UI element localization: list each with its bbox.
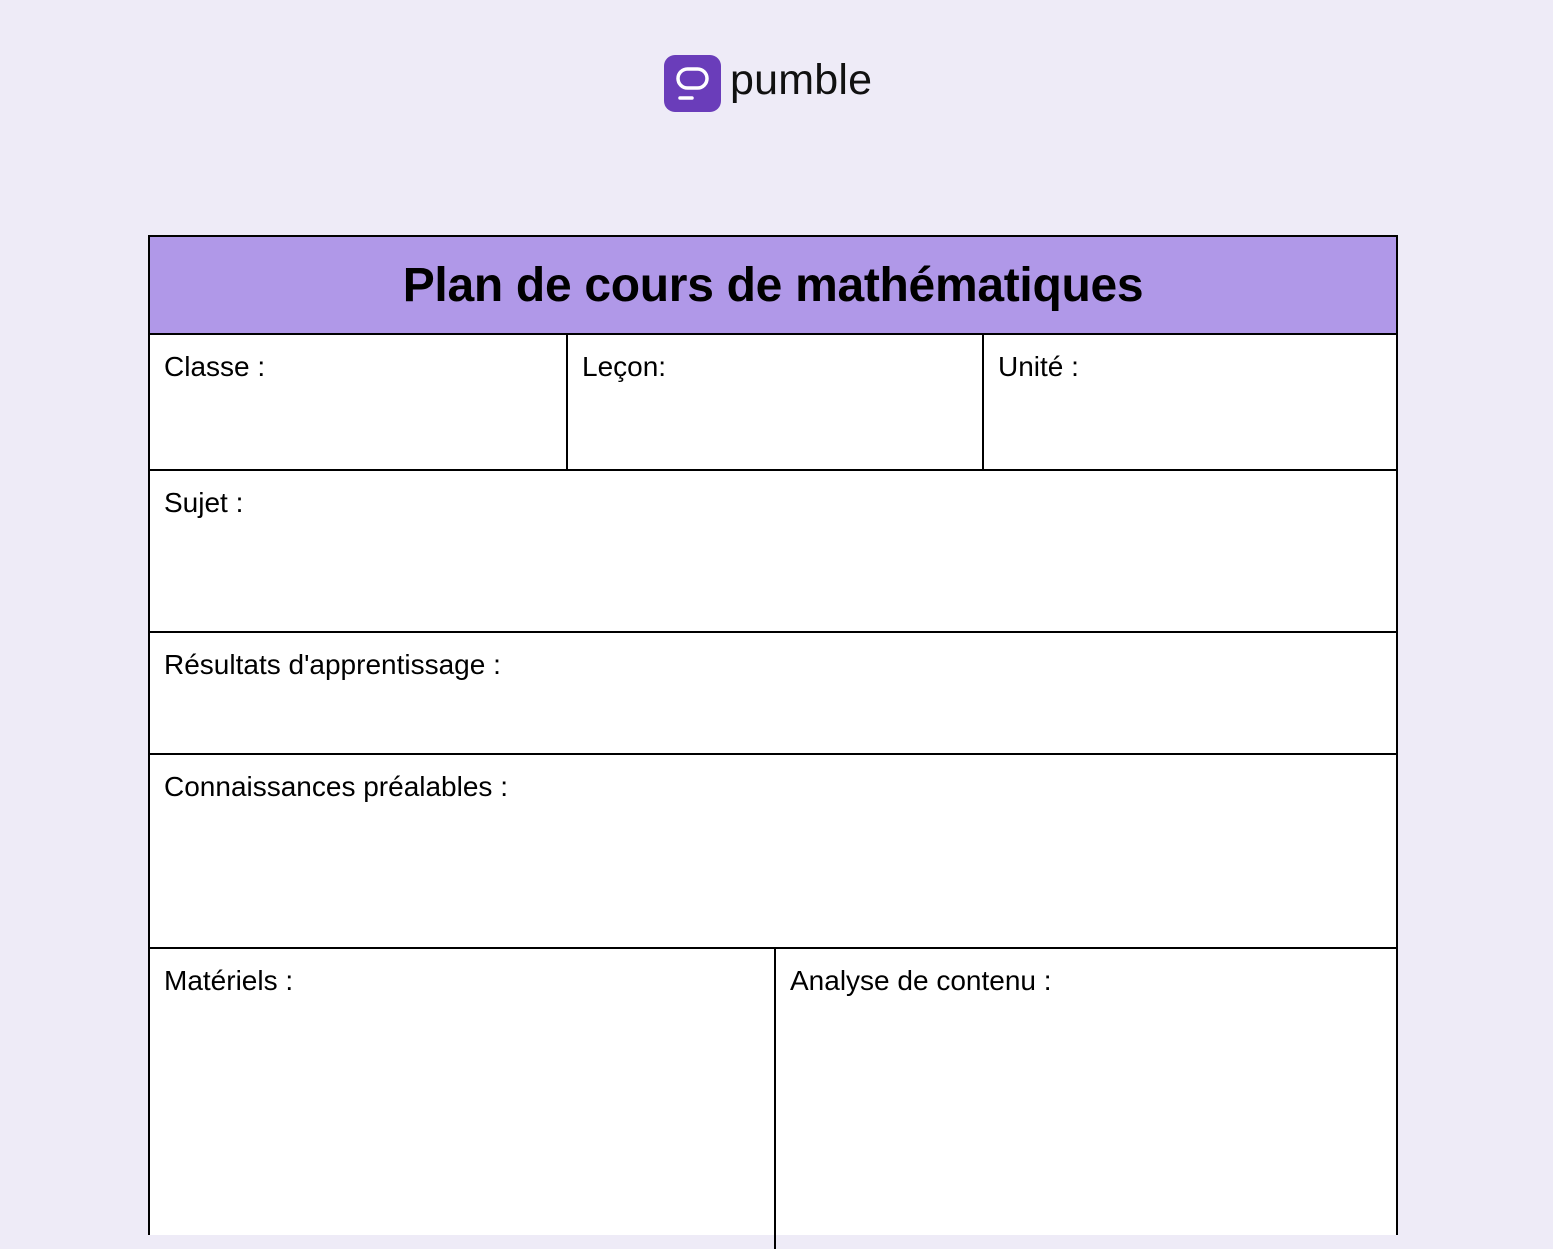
- lecon-label: Leçon:: [582, 351, 667, 382]
- resultats-label: Résultats d'apprentissage :: [164, 649, 501, 680]
- materiels-cell[interactable]: [150, 949, 774, 1249]
- analyse-label: Analyse de contenu :: [790, 965, 1052, 996]
- analyse-cell[interactable]: [774, 949, 1396, 1249]
- resultats-cell[interactable]: [150, 633, 1396, 753]
- lesson-plan-table: [148, 235, 1398, 1235]
- brand-header: [664, 54, 872, 112]
- sujet-cell[interactable]: [150, 471, 1396, 631]
- classe-cell[interactable]: [150, 335, 566, 469]
- materiels-analyse-row: [150, 949, 1396, 1249]
- connaissances-label: Connaissances préalables :: [164, 771, 508, 802]
- pumble-logo-icon: [664, 55, 721, 112]
- unite-label: Unité :: [998, 351, 1079, 382]
- connaissances-cell[interactable]: [150, 755, 1396, 947]
- brand-name: pumble: [730, 55, 873, 104]
- classe-label: Classe :: [164, 351, 266, 382]
- materiels-label: Matériels :: [164, 965, 294, 996]
- page-title: Plan de cours de mathématiques: [402, 258, 1144, 312]
- sujet-label: Sujet :: [164, 487, 244, 518]
- unite-cell[interactable]: [982, 335, 1396, 469]
- connaissances-row: [150, 755, 1396, 949]
- sujet-row: [150, 471, 1396, 633]
- lecon-cell[interactable]: [566, 335, 982, 469]
- table-header-row: [150, 237, 1396, 335]
- meta-row: [150, 335, 1396, 471]
- resultats-row: [150, 633, 1396, 755]
